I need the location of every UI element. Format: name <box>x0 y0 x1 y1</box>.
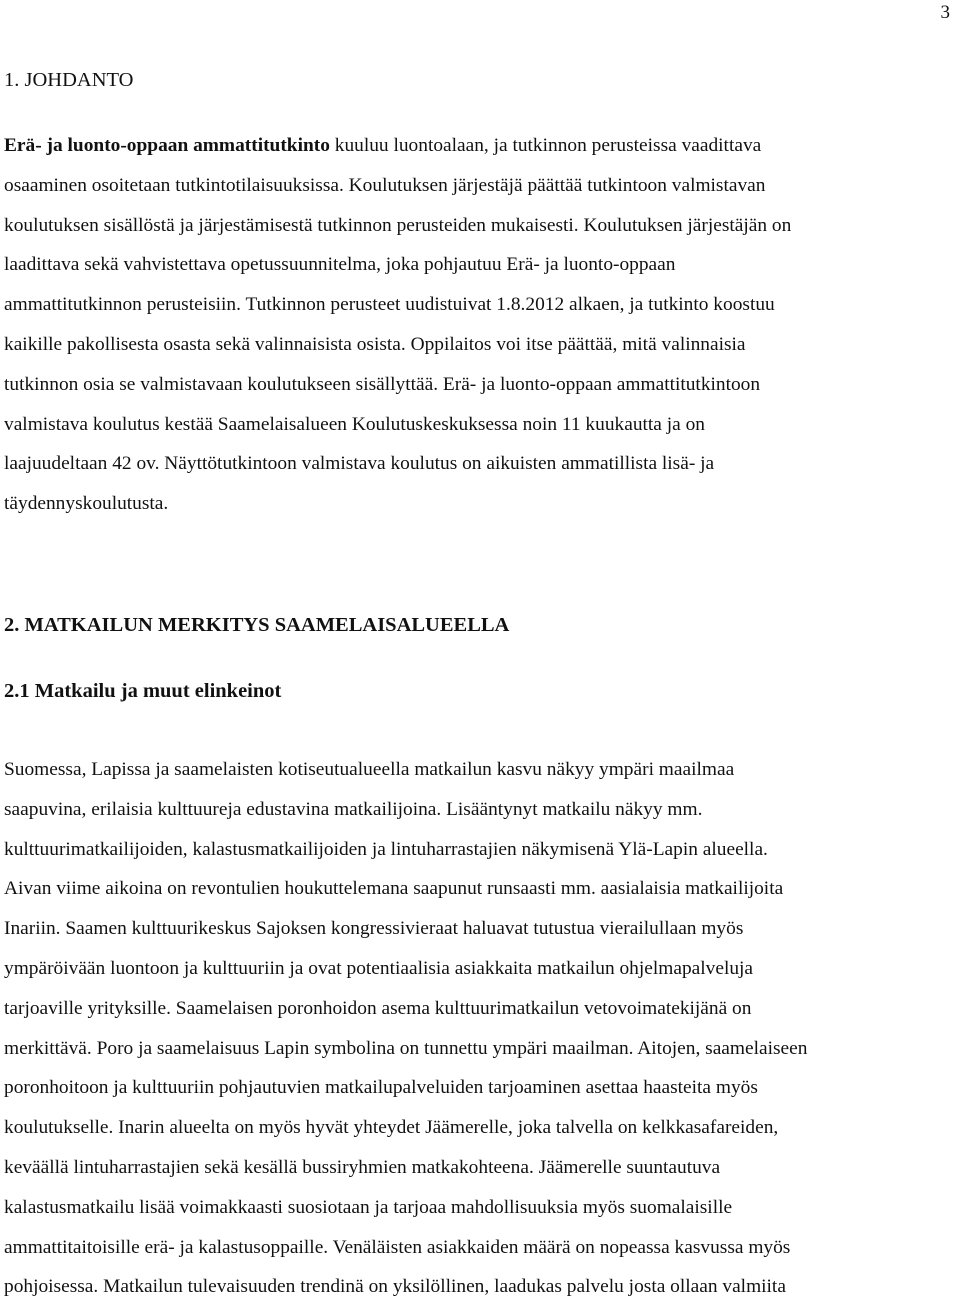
paragraph-line: tarjoaville yrityksille. Saamelaisen poronhoidon asema kulttuurimatkailun vetovoimatekijänä on <box>4 997 752 1019</box>
paragraph-line: valmistava koulutus kestää Saamelaisalueen Koulutuskeskuksessa noin 11 kuukautta ja on <box>4 413 705 435</box>
paragraph-line: ammattitaitoisille erä- ja kalastusoppaille. Venäläisten asiakkaiden määrä on nopeassa kasvussa myös <box>4 1236 791 1258</box>
paragraph-line: pohjoisessa. Matkailun tulevaisuuden trendinä on yksilöllinen, laadukas palvelu josta ollaan valmiita <box>4 1276 786 1298</box>
section-heading-johdanto: 1. JOHDANTO <box>4 69 134 91</box>
paragraph-line: laadittava sekä vahvistettava opetussuunnitelma, joka pohjautuu Erä- ja luonto-oppaan <box>4 254 676 276</box>
paragraph-line: Inariin. Saamen kulttuurikeskus Sajoksen kongressivieraat haluavat tutustua vierailullaan myös <box>4 918 744 940</box>
page-number: 3 <box>940 2 950 23</box>
paragraph-matkailu <box>4 750 956 1307</box>
section-heading-matkailun-merkitys: 2. MATKAILUN MERKITYS SAAMELAISALUEELLA <box>4 614 510 636</box>
paragraph-johdanto <box>4 126 956 524</box>
paragraph-line: ympäröivään luontoon ja kulttuuriin ja ovat potentiaalisia asiakkaita matkailun ohjelmapalveluja <box>4 957 754 979</box>
paragraph-line: koulutukselle. Inarin alueelta on myös hyvät yhteydet Jäämerelle, joka talvella on kelkkasafareiden, <box>4 1117 779 1139</box>
paragraph-line: Suomessa, Lapissa ja saamelaisten kotiseutualueella matkailun kasvu näkyy ympäri maailmaa <box>4 759 735 780</box>
paragraph-line: keväällä lintuharrastajien sekä kesällä bussiryhmien matkakohteena. Jäämerelle suuntautuva <box>4 1156 721 1178</box>
paragraph-line: täydennyskoulutusta. <box>4 493 169 515</box>
paragraph-line: merkittävä. Poro ja saamelaisuus Lapin symbolina on tunnettu ympäri maailman. Aitojen, saamelaiseen <box>4 1037 808 1059</box>
paragraph-line: saapuvina, erilaisia kulttuureja edustavina matkailijoina. Lisääntynyt matkailu näkyy mm. <box>4 798 703 820</box>
paragraph-line: kulttuurimatkailijoiden, kalastusmatkailijoiden ja lintuharrastajien näkymisenä Ylä-Lapin alueella. <box>4 838 768 860</box>
paragraph-line: kalastusmatkailu lisää voimakkaasti suosiotaan ja tarjoaa mahdollisuuksia myös suomalaisille <box>4 1196 733 1218</box>
paragraph-line: kaikille pakollisesta osasta sekä valinnaisista osista. Oppilaitos voi itse päättää, mitä valinnaisia <box>4 333 746 355</box>
paragraph-line: tutkinnon osia se valmistavaan koulutukseen sisällyttää. Erä- ja luonto-oppaan ammattitutkintoon <box>4 373 761 395</box>
paragraph-line: Aivan viime aikoina on revontulien houkuttelemana saapunut runsaasti mm. aasialaisia matkailijoita <box>4 878 784 900</box>
paragraph-line <box>4 126 956 166</box>
paragraph-line: poronhoitoon ja kulttuuriin pohjautuvien matkailupalveluiden tarjoaminen asettaa haasteita myös <box>4 1077 758 1099</box>
bold-lead-term: Erä- ja luonto-oppaan ammattitutkinto <box>4 135 330 156</box>
line-text: kuuluu luontoalaan, ja tutkinnon perusteissa vaadittava <box>329 135 762 156</box>
subsection-heading-matkailu-elinkeinot: 2.1 Matkailu ja muut elinkeinot <box>4 680 282 702</box>
paragraph-line: ammattitutkinnon perusteisiin. Tutkinnon perusteet uudistuivat 1.8.2012 alkaen, ja tutkinto koostuu <box>4 294 775 316</box>
paragraph-line: laajuudeltaan 42 ov. Näyttötutkintoon valmistava koulutus on aikuisten ammatillista lisä- ja <box>4 453 715 475</box>
paragraph-line: koulutuksen sisällöstä ja järjestämisestä tutkinnon perusteiden mukaisesti. Koulutuksen järjestäjän on <box>4 214 792 236</box>
paragraph-line: osaaminen osoitetaan tutkintotilaisuuksissa. Koulutuksen järjestäjä päättää tutkintoon valmistavan <box>4 174 766 196</box>
